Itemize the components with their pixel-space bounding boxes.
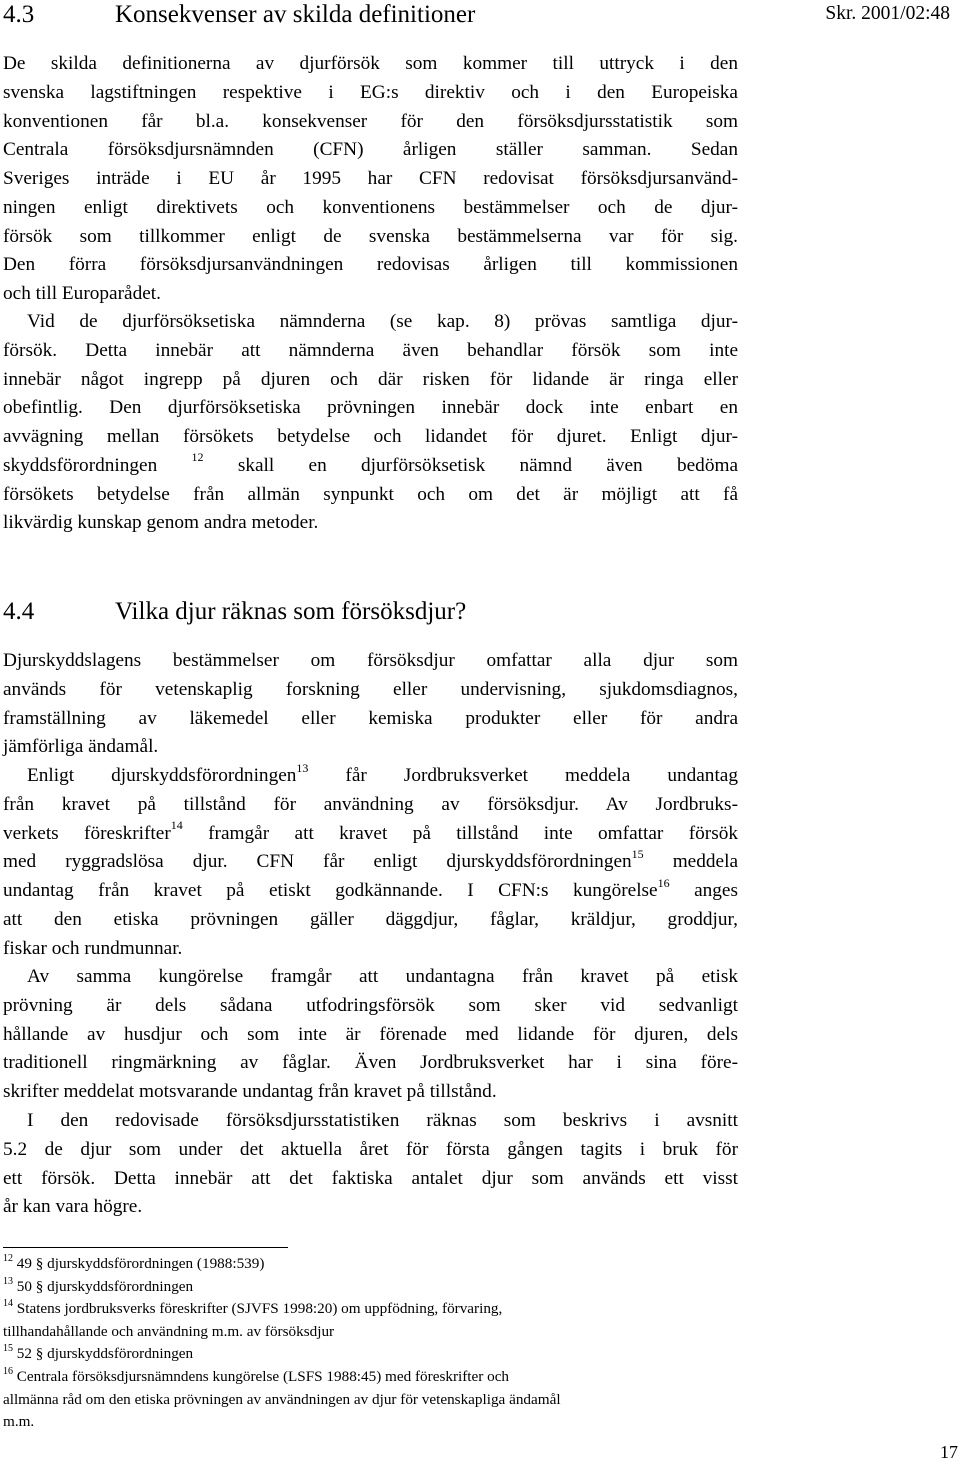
footnote-line [3, 1276, 743, 1299]
text-line: Centrala försöksdjursnämnden (CFN) årligen ställer samman. Sedan [3, 139, 738, 161]
footnotes [3, 1253, 743, 1434]
footnote-14 [3, 1298, 743, 1343]
footnote-ref[interactable]: 14 [170, 818, 183, 833]
footnote-number: 15 [3, 1343, 13, 1355]
text-line: I den redovisade försöksdjursstatistiken räknas som beskrivs i avsnitt [27, 1110, 738, 1131]
text-segment: anges [694, 880, 738, 901]
text-line: och till Europarådet. [3, 283, 161, 304]
footnote-line [3, 1298, 743, 1321]
footnote-text: Statens jordbruksverks föreskrifter (SJVFS 1998:20) om uppfödning, förvaring, [16, 1300, 503, 1318]
text-line: Djurskyddslagens bestämmelser om försöksdjur omfattar alla djur som [3, 650, 738, 671]
footnote-ref[interactable]: 13 [296, 760, 309, 775]
section-title: Konsekvenser av skilda definitioner [115, 1, 476, 28]
text-line: försökets betydelse från allmän synpunkt och om det är möjligt att få [3, 483, 738, 505]
footnote-text: Centrala försöksdjursnämndens kungörelse (LSFS 1988:45) med föreskrifter och [16, 1367, 510, 1385]
footnote-13 [3, 1276, 743, 1299]
section-title: Vilka djur räknas som försöksdjur? [115, 598, 467, 625]
section-number: 4.4 [3, 598, 35, 625]
text-line: att den etiska prövningen gäller däggdjur, fåglar, kräldjur, groddjur, [3, 908, 738, 930]
footnote-ref[interactable]: 15 [631, 846, 644, 861]
text-line: försök. Detta innebär att nämnderna även behandlar försök som inte [3, 339, 738, 361]
text-segment: Enligt djurskyddsförordningen [27, 765, 297, 786]
text-line: Den förra försöksdjursanvändningen redovisas årligen till kommissionen [3, 254, 738, 276]
text-line: Av samma kungörelse framgår att undantagna från kravet på etisk [27, 966, 738, 987]
text-segment: verkets föreskrifter [3, 822, 171, 844]
text-line [3, 762, 738, 791]
text-segment: med ryggradslösa djur. CFN får enligt djurskyddsförordningen [3, 851, 632, 873]
text-line: svenska lagstiftningen respektive i EG:s direktiv och i den Europeiska [3, 81, 738, 103]
text-segment: skall en djurförsöksetisk nämnd även bedöma [237, 454, 739, 476]
text-segment: meddela [672, 851, 738, 873]
text-line: Sveriges inträde i EU år 1995 har CFN redovisat försöksdjursanvänd- [3, 168, 738, 189]
footnote-separator [3, 1247, 288, 1248]
text-line: skrifter meddelat motsvarande undantag från kravet på tillstånd. [3, 1081, 497, 1102]
footnote-number: 13 [3, 1275, 13, 1287]
footnote-text: 52 § djurskyddsförordningen [16, 1345, 194, 1363]
text-line: traditionell ringmärkning av fåglar. Även Jordbruksverket har i sina före- [3, 1052, 738, 1074]
text-segment: får Jordbruksverket meddela undantag [345, 765, 739, 786]
text-segment: undantag från kravet på etiskt godkännande. I CFN:s kungörelse [3, 880, 658, 901]
section-number: 4.3 [3, 1, 35, 28]
paragraph [3, 50, 738, 309]
footnote-12 [3, 1253, 743, 1276]
text-line: Vid de djurförsöksetiska nämnderna (se kap. 8) prövas samtliga djur- [27, 311, 738, 332]
text-line: obefintlig. Den djurförsöksetiska prövningen innebär dock inte enbart en [3, 397, 738, 419]
text-segment: skyddsförordningen [3, 454, 158, 476]
text-line: hållande av husdjur och som inte är förenade med lidande för djuren, dels [3, 1023, 738, 1045]
section-heading-4-3 [3, 0, 475, 30]
footnote-15 [3, 1343, 743, 1366]
footnote-ref[interactable]: 16 [657, 875, 670, 890]
text-line: ett försök. Detta innebär att det faktiska antalet djur som används ett visst [3, 1167, 738, 1189]
text-line: De skilda definitionerna av djurförsök som kommer till uttryck i den [3, 53, 738, 74]
text-segment: framgår att kravet på tillstånd inte omfattar försök [208, 822, 738, 844]
footnote-line: tillhandahållande och användning m.m. av försöksdjur [3, 1322, 335, 1340]
text-line: försök som tillkommer enligt de svenska bestämmelserna var för sig. [3, 225, 738, 247]
text-line: avvägning mellan försökets betydelse och lidandet för djuret. Enligt djur- [3, 426, 738, 447]
running-header: Skr. 2001/02:48 [825, 3, 950, 24]
text-line [3, 848, 738, 877]
text-line [3, 452, 738, 481]
footnote-line: allmänna råd om den etiska prövningen av användningen av djur för vetenskapliga ändamål [3, 1390, 561, 1408]
text-line: år kan vara högre. [3, 1196, 143, 1218]
footnote-number: 16 [3, 1365, 13, 1377]
text-line [3, 820, 738, 849]
text-line: framställning av läkemedel eller kemiska produkter eller för andra [3, 707, 738, 729]
footnote-text: 50 § djurskyddsförordningen [16, 1277, 194, 1295]
paragraph [3, 647, 738, 762]
paragraph [3, 308, 738, 538]
text-line: från kravet på tillstånd för användning av försöksdjur. Av Jordbruks- [3, 793, 738, 815]
footnote-line [3, 1343, 743, 1366]
text-line: fiskar och rundmunnar. [3, 937, 183, 959]
section-heading-4-4 [3, 597, 466, 627]
footnote-line [3, 1366, 743, 1389]
footnote-16 [3, 1366, 743, 1434]
footnote-text: 49 § djurskyddsförordningen (1988:539) [16, 1255, 265, 1272]
footnote-line: m.m. [3, 1413, 35, 1431]
text-line: innebär något ingrepp på djuren och där risken för lidande är ringa eller [3, 368, 738, 390]
paragraph [3, 963, 738, 1107]
text-line: jämförliga ändamål. [3, 736, 159, 758]
footnote-ref[interactable]: 12 [191, 450, 204, 465]
text-line: prövning är dels sådana utfodringsförsök som sker vid sedvanligt [3, 994, 738, 1016]
text-line: konventionen får bl.a. konsekvenser för den försöksdjursstatistik som [3, 110, 738, 132]
page-number: 17 [940, 1442, 958, 1462]
paragraph [3, 762, 738, 963]
footnote-number: 12 [3, 1252, 13, 1264]
text-line: 5.2 de djur som under det aktuella året för första gången tagits i bruk för [3, 1138, 738, 1160]
footnote-line [3, 1253, 743, 1276]
footnote-number: 14 [3, 1298, 13, 1310]
text-line: ningen enligt direktivets och konventionens bestämmelser och de djur- [3, 196, 738, 218]
paragraph [3, 1107, 738, 1222]
text-line: likvärdig kunskap genom andra metoder. [3, 512, 319, 534]
text-line [3, 877, 738, 906]
text-line: används för vetenskaplig forskning eller undervisning, sjukdomsdiagnos, [3, 678, 738, 700]
